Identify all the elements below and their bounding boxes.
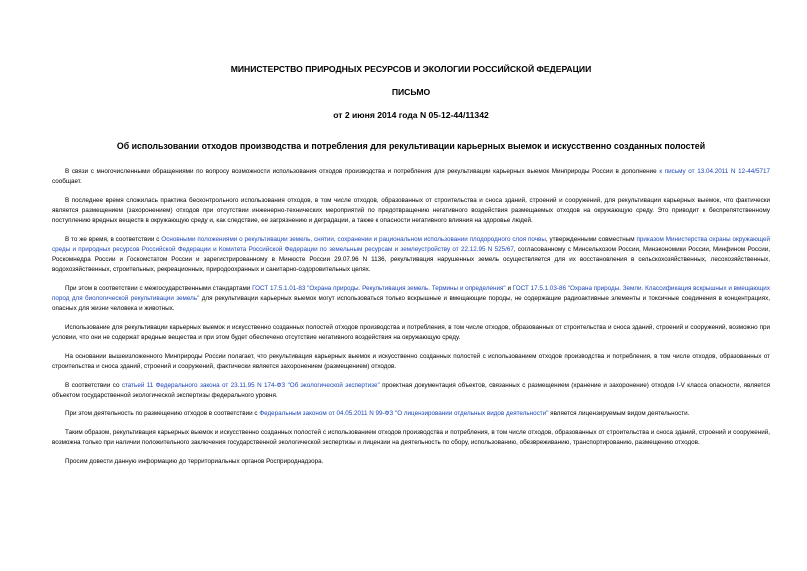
paragraph-text: сообщает. [52,178,82,186]
paragraph-intro [52,167,770,187]
link-gost-17-5-1-01-83[interactable]: ГОСТ 17.5.1.01-83 "Охрана природы. Рекультивация земель. Термины и определения" [252,285,506,292]
paragraph-usage-conditions: Использование для рекультивации карьерных выемок и искусственно созданных полостей отходов производства и потребления, в том числе отходов, образованных от строительства и сноса зданий, строений и сооружений, возможно при условии, что они не содержат вредные вещества и при этом будет обеспечено отсутствие негативного воздействия на окружающую среду. [52,324,770,342]
document-subject: Об использовании отходов производства и потребления для рекультивации карьерных выемок и искусственно созданных полостей [116,141,706,151]
paragraph-text: является лицензируемым видом деятельности. [548,410,690,418]
letter-document [52,64,770,475]
link-gost-17-5-1-03-86[interactable]: ГОСТ 17.5.1.03-86 "Охрана природы. Земли. Классификация вскрышных и вмещающих пород для биологической рекультивации земель" [52,285,770,303]
paragraph-text: В соответствии со [65,381,122,389]
document-date-number: от 2 июня 2014 года N 05-12-44/11342 [333,110,489,120]
paragraph-basic-provisions [52,235,770,276]
paragraph-text: В связи с многочисленными обращениями по вопросу возможности использования отходов производства и потребления для рекультивации карьерных выемок Минприроды России в дополнение [65,168,660,175]
paragraph-practice: В последнее время сложилась практика бесконтрольного использования отходов, в том числе отходов, образованных от строительства и сноса зданий, строений и сооружений, для рекультивации карьерных выемок, что фактически является размещением (захоронением) отходов при отсутствии инженерно-технических мероприятий по предотвращению негативного воздействия размещаемых отходов на окружающую среду. Это приводит к беспрепятственному поступлению вредных веществ в окружающую среду и, как следствие, ее загрязнению и деградации, а также к опасности негативного влияния на здоровье людей. [52,196,770,225]
paragraph-request: Просим довести данную информацию до территориальных органов Росприроднадзора. [65,457,324,465]
document-type: ПИСЬМО [391,87,431,97]
paragraph-text: При этом деятельность по размещению отходов в соответствии с [65,410,260,418]
paragraph-standards [52,284,770,315]
paragraph-text: для рекультивации карьерных выемок могут использоваться только вскрышные и вмещающие породы, не содержащие радиоактивные элементы и токсичные соединения в концентрациях, опасных для жизни человека и животных. [52,295,770,313]
paragraph-text: и [505,285,513,292]
paragraph-text: В то же время, в соответствии с [65,235,162,243]
paragraph-text: При этом в соответствии с межгосударственными стандартами [65,285,253,292]
paragraph-text: , утвержденными совместным [545,235,637,243]
paragraph-ecological-expertise [52,381,770,401]
paragraph-licensing [52,409,770,419]
link-article-11-law-174-fz[interactable]: статьей 11 Федерального закона от 23.11.95 N 174-ФЗ "Об экологической экспертизе" [121,381,380,389]
link-letter-13-04-2011[interactable]: к письму от 13.04.2011 N 12-44/5717 [659,168,770,175]
paragraph-text: , согласованному с Минсельхозом России, Минэкономики России, Минфином России, Роскомнедра России и Госкомстатом России и зарегистрированному в Минюсте России 29.07.96 N 1136, рекультивация нарушенных земель осуществляется для их восстановления в сельскохозяйственных, лесохозяйственных, водохозяйственных, строительных, рекреационных, природоохранных и санитарно-оздоровительных целях. [52,246,771,274]
link-order-525-67[interactable]: приказом Министерства охраны окружающей среды и природных ресурсов Российской Федерации и Комитета Российской Федерации по земельным ресурсам и землеустройству от 22.12.95 N 525/67 [52,235,771,253]
link-law-99-fz[interactable]: Федеральным законом от 04.05.2011 N 99-ФЗ "О лицензировании отдельных видов деятельности" [259,410,549,418]
ministry-name: МИНИСТЕРСТВО ПРИРОДНЫХ РЕСУРСОВ И ЭКОЛОГИИ РОССИЙСКОЙ ФЕДЕРАЦИИ [230,64,592,74]
paragraph-text: проектная документация объектов, связанных с размещением (хранение и захоронение) отходов I-V класса опасности, является объектом государственной экологической экспертизы федерального уровня. [52,381,771,399]
paragraph-summary: Таким образом, рекультивация карьерных выемок и искусственно созданных полостей с использованием отходов производства и потребления, в том числе отходов, образованных от строительства и сноса зданий, строений и сооружений, возможна только при наличии положительного заключения государственной экологической экспертизы и лицензии на деятельность по сбору, использованию, обезвреживанию, транспортированию, размещению отходов. [52,428,770,447]
paragraph-conclusion-disposal: На основании вышеизложенного Минприроды России полагает, что рекультивация карьерных выемок и искусственно созданных полостей с использованием отходов производства и потребления, в том числе отходов, образованных от строительства и сноса зданий, строений и сооружений, фактически является захоронением (размещением) отходов. [52,352,770,370]
letter-body [52,167,770,467]
link-basic-provisions[interactable]: Основными положениями о рекультивации земель, снятии, сохранении и рациональном использовании плодородного слоя почвы [161,235,546,243]
